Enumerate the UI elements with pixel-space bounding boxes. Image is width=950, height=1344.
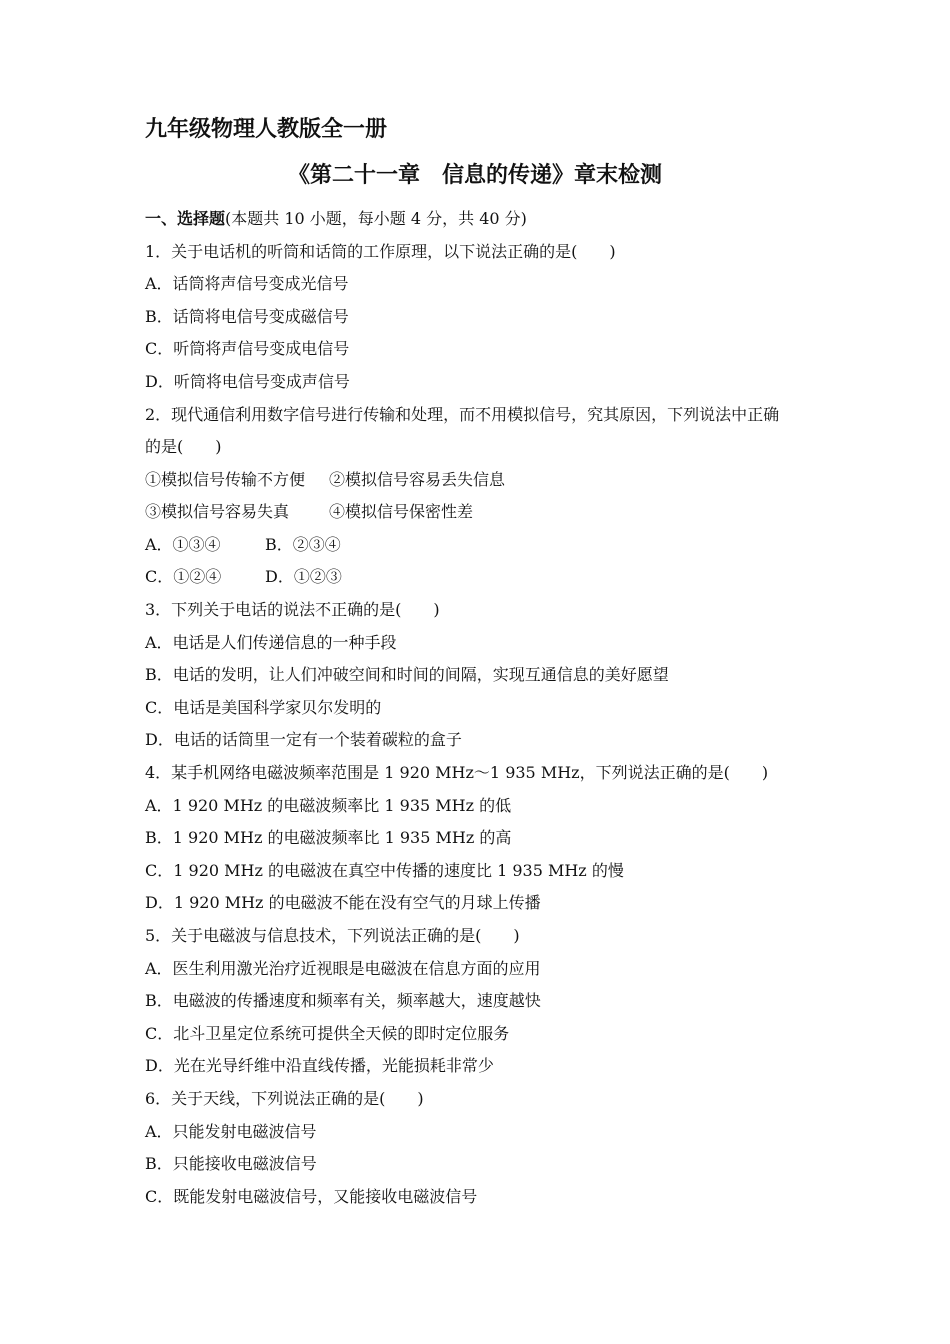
- q4-stem: 4．某手机网络电磁波频率范围是 1 920 MHz～1 935 MHz，下列说法正确的是( ): [145, 763, 769, 782]
- q2-statement-4: ④模拟信号保密性差: [329, 502, 474, 521]
- q1-option-d: D．听筒将电信号变成声信号: [145, 372, 350, 391]
- document-title: 九年级物理人教版全一册: [145, 117, 388, 142]
- q2-statement-1: ①模拟信号传输不方便: [145, 470, 306, 489]
- q2-options-row2: [145, 567, 342, 587]
- q1-option-b: B．话筒将电信号变成磁信号: [145, 307, 349, 326]
- q2-statement-3: ③模拟信号容易失真: [145, 502, 290, 521]
- q5-stem: 5．关于电磁波与信息技术，下列说法正确的是( ): [145, 926, 520, 945]
- q3-option-b: B．电话的发明，让人们冲破空间和时间的间隔，实现互通信息的美好愿望: [145, 665, 669, 684]
- q2-option-a: A．①③④: [145, 535, 221, 554]
- q2-options-row1: [145, 535, 341, 555]
- q3-option-a: A．电话是人们传递信息的一种手段: [145, 633, 397, 652]
- q2-stem-line2: 的是( ): [145, 437, 222, 456]
- q1-option-c: C．听筒将声信号变成电信号: [145, 339, 350, 358]
- q3-stem: 3．下列关于电话的说法不正确的是( ): [145, 600, 440, 619]
- q2-option-b: B．②③④: [265, 535, 341, 554]
- section-note: (本题共 10 小题，每小题 4 分，共 40 分): [225, 209, 527, 228]
- q3-option-c: C．电话是美国科学家贝尔发明的: [145, 698, 382, 717]
- q2-option-d: D．①②③: [265, 567, 342, 586]
- q2-statements-row2: [145, 502, 473, 522]
- q1-option-a: A．话筒将声信号变成光信号: [145, 274, 349, 293]
- q2-statement-2: ②模拟信号容易丢失信息: [329, 470, 506, 489]
- q1-stem: 1．关于电话机的听筒和话筒的工作原理，以下说法正确的是( ): [145, 242, 616, 261]
- q4-option-c: C．1 920 MHz 的电磁波在真空中传播的速度比 1 935 MHz 的慢: [145, 861, 624, 880]
- q2-option-c: C．①②④: [145, 567, 222, 586]
- q4-option-a: A．1 920 MHz 的电磁波频率比 1 935 MHz 的低: [145, 796, 512, 815]
- q4-option-d: D．1 920 MHz 的电磁波不能在没有空气的月球上传播: [145, 893, 541, 912]
- q6-stem: 6．关于天线，下列说法正确的是( ): [145, 1089, 424, 1108]
- q5-option-c: C．北斗卫星定位系统可提供全天候的即时定位服务: [145, 1024, 510, 1043]
- q2-stem-line1: 2．现代通信利用数字信号进行传输和处理，而不用模拟信号，究其原因，下列说法中正确: [145, 405, 780, 424]
- q3-option-d: D．电话的话筒里一定有一个装着碳粒的盒子: [145, 730, 462, 749]
- section-heading: [145, 209, 527, 229]
- document-subtitle: 《第二十一章 信息的传递》章末检测: [287, 163, 662, 188]
- section-label: 一、选择题: [145, 209, 226, 228]
- q5-option-d: D．光在光导纤维中沿直线传播，光能损耗非常少: [145, 1056, 494, 1075]
- q5-option-a: A．医生利用激光治疗近视眼是电磁波在信息方面的应用: [145, 959, 541, 978]
- q6-option-a: A．只能发射电磁波信号: [145, 1122, 317, 1141]
- q5-option-b: B．电磁波的传播速度和频率有关，频率越大，速度越快: [145, 991, 541, 1010]
- q6-option-b: B．只能接收电磁波信号: [145, 1154, 317, 1173]
- q2-statements-row1: [145, 470, 505, 490]
- q6-option-c: C．既能发射电磁波信号，又能接收电磁波信号: [145, 1187, 478, 1206]
- q4-option-b: B．1 920 MHz 的电磁波频率比 1 935 MHz 的高: [145, 828, 512, 847]
